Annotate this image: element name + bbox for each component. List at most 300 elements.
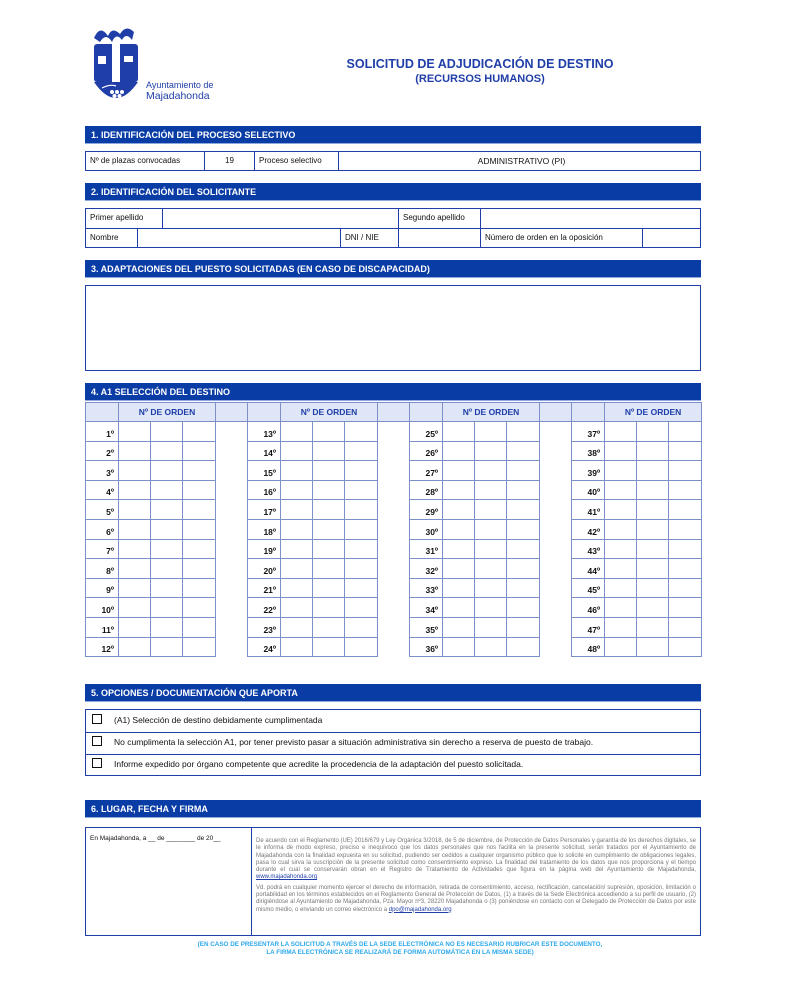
destino-input-cell[interactable] — [507, 461, 540, 481]
order-number: 43º — [572, 539, 605, 559]
destino-input-cell[interactable] — [669, 441, 702, 461]
place-date[interactable]: En Majadahonda, a __ de ________ de 20__ — [90, 835, 221, 842]
order-number: 44º — [572, 559, 605, 579]
table-row — [86, 500, 702, 520]
destino-input-cell[interactable] — [119, 598, 151, 618]
destino-input-cell[interactable] — [443, 441, 475, 461]
order-number: 42º — [572, 519, 605, 539]
proceso-value[interactable]: ADMINISTRATIVO (PI) — [477, 156, 566, 166]
order-number: 45º — [572, 578, 605, 598]
nro-orden-header: Nº DE ORDEN — [281, 403, 378, 422]
order-number: 8º — [86, 559, 119, 579]
column-gap — [540, 559, 572, 579]
order-number: 21º — [248, 578, 281, 598]
primer-apellido-input[interactable] — [163, 209, 399, 228]
destino-input-cell[interactable] — [183, 519, 216, 539]
column-gap — [216, 539, 248, 559]
order-number: 22º — [248, 598, 281, 618]
destino-input-cell[interactable] — [151, 519, 183, 539]
column-gap — [378, 500, 410, 520]
destino-input-cell[interactable] — [345, 500, 378, 520]
column-gap — [540, 500, 572, 520]
column-gap — [378, 617, 410, 637]
destino-input-cell[interactable] — [183, 539, 216, 559]
column-gap — [540, 578, 572, 598]
option-1[interactable] — [92, 714, 322, 725]
column-gap — [216, 519, 248, 539]
legal-p2: Vd. podrá en cualquier momento ejercer el derecho de información, retirada de consentimiento, acceso, rectificación, cancelación/ supresión, oposición, limitación o portabilidad en los términos establecidos en el Reglamento General de Protección de Datos, (1) a través de la Sede Electrónica accediendo a su perfil de usuario, (2) dirigiéndose al Ayuntamiento de Majadahonda, Pza. Mayor nº3, 28220 Majadahonda o (3) poniéndose en contacto con el Delegado de Protección de Datos por este mismo medio, o enviando un correo electrónico a — [256, 884, 696, 913]
destino-input-cell[interactable] — [605, 480, 637, 500]
option-3-label: Informe expedido por órgano competente que acredite la procedencia de la adaptación del puesto solicitada. — [114, 759, 524, 769]
destino-input-cell[interactable] — [475, 598, 507, 618]
order-number: 4º — [86, 480, 119, 500]
destino-input-cell[interactable] — [281, 519, 313, 539]
destino-input-cell[interactable] — [183, 500, 216, 520]
header-blank — [572, 403, 605, 422]
order-number: 33º — [410, 578, 443, 598]
destino-input-cell[interactable] — [443, 500, 475, 520]
destino-input-cell[interactable] — [119, 441, 151, 461]
majadahonda-logo — [90, 22, 142, 114]
order-number: 27º — [410, 461, 443, 481]
order-number: 35º — [410, 617, 443, 637]
order-number: 17º — [248, 500, 281, 520]
destino-input-cell[interactable] — [183, 637, 216, 657]
destino-input-cell[interactable] — [637, 578, 669, 598]
org-name — [146, 80, 213, 102]
dni-input[interactable] — [399, 229, 481, 248]
destino-input-cell[interactable] — [345, 637, 378, 657]
column-gap — [540, 637, 572, 657]
option-3[interactable] — [92, 758, 523, 769]
order-number: 25º — [410, 422, 443, 442]
destino-input-cell[interactable] — [475, 559, 507, 579]
table-row — [86, 519, 702, 539]
orden-label: Número de orden en la oposición — [481, 229, 643, 248]
destino-input-cell[interactable] — [151, 539, 183, 559]
destino-input-cell[interactable] — [313, 559, 345, 579]
destino-input-cell[interactable] — [475, 461, 507, 481]
column-gap — [216, 500, 248, 520]
destino-input-cell[interactable] — [313, 461, 345, 481]
section4-header: 4. A1 SELECCIÓN DEL DESTINO — [85, 383, 701, 401]
order-number: 36º — [410, 637, 443, 657]
primer-apellido-label: Primer apellido — [86, 209, 163, 228]
column-gap — [378, 519, 410, 539]
destino-input-cell[interactable] — [475, 539, 507, 559]
destino-input-cell[interactable] — [151, 461, 183, 481]
destino-input-cell[interactable] — [637, 617, 669, 637]
column-gap — [216, 578, 248, 598]
column-gap — [378, 559, 410, 579]
destino-input-cell[interactable] — [281, 422, 313, 442]
column-gap — [540, 617, 572, 637]
destino-input-cell[interactable] — [119, 422, 151, 442]
destino-input-cell[interactable] — [605, 441, 637, 461]
destino-input-cell[interactable] — [605, 598, 637, 618]
column-gap — [540, 519, 572, 539]
destino-input-cell[interactable] — [443, 461, 475, 481]
destino-input-cell[interactable] — [605, 539, 637, 559]
section3-header: 3. ADAPTACIONES DEL PUESTO SOLICITADAS (EN CASO DE DISCAPACIDAD) — [85, 260, 701, 278]
header-gap — [378, 403, 410, 422]
legal-text — [256, 838, 696, 914]
nombre-label: Nombre — [86, 229, 138, 248]
destino-input-cell[interactable] — [475, 637, 507, 657]
order-number: 46º — [572, 598, 605, 618]
order-number: 47º — [572, 617, 605, 637]
destino-input-cell[interactable] — [345, 578, 378, 598]
destino-input-cell[interactable] — [475, 441, 507, 461]
order-number: 1º — [86, 422, 119, 442]
header-gap — [540, 403, 572, 422]
destino-input-cell[interactable] — [281, 480, 313, 500]
destino-input-cell[interactable] — [151, 480, 183, 500]
section6-header: 6. LUGAR, FECHA Y FIRMA — [85, 800, 701, 818]
destino-input-cell[interactable] — [669, 598, 702, 618]
destino-input-cell[interactable] — [637, 519, 669, 539]
order-number: 41º — [572, 500, 605, 520]
destino-input-cell[interactable] — [183, 461, 216, 481]
destino-input-cell[interactable] — [443, 539, 475, 559]
destino-input-cell[interactable] — [281, 598, 313, 618]
destino-input-cell[interactable] — [313, 422, 345, 442]
checkbox-3[interactable] — [92, 758, 102, 768]
destino-input-cell[interactable] — [669, 461, 702, 481]
table-row — [86, 637, 702, 657]
destino-input-cell[interactable] — [637, 539, 669, 559]
destino-input-cell[interactable] — [637, 500, 669, 520]
destino-input-cell[interactable] — [119, 617, 151, 637]
footer-line2: LA FIRMA ELECTRÓNICA SE REALIZARÁ DE FORMA AUTOMÁTICA EN LA MISMA SEDE) — [266, 949, 534, 956]
order-number: 30º — [410, 519, 443, 539]
title: SOLICITUD DE ADJUDICACIÓN DE DESTINO — [346, 57, 614, 71]
order-number: 19º — [248, 539, 281, 559]
order-number: 29º — [410, 500, 443, 520]
destino-input-cell[interactable] — [605, 461, 637, 481]
dpo-email-link[interactable]: dpo@majadahonda.org — [388, 906, 452, 913]
option-1-label: (A1) Selección de destino debidamente cumplimentada — [114, 715, 323, 725]
column-gap — [378, 422, 410, 442]
destino-input-cell[interactable] — [507, 539, 540, 559]
destino-input-cell[interactable] — [313, 539, 345, 559]
order-number: 18º — [248, 519, 281, 539]
destino-input-cell[interactable] — [281, 559, 313, 579]
destino-input-cell[interactable] — [637, 637, 669, 657]
destino-input-cell[interactable] — [183, 480, 216, 500]
column-gap — [540, 598, 572, 618]
destino-input-cell[interactable] — [605, 559, 637, 579]
destino-input-cell[interactable] — [507, 617, 540, 637]
destino-input-cell[interactable] — [669, 578, 702, 598]
column-gap — [216, 598, 248, 618]
destino-input-cell[interactable] — [443, 519, 475, 539]
subtitle: (RECURSOS HUMANOS) — [415, 73, 545, 85]
destino-input-cell[interactable] — [443, 578, 475, 598]
destino-input-cell[interactable] — [443, 637, 475, 657]
column-gap — [540, 480, 572, 500]
destino-input-cell[interactable] — [281, 578, 313, 598]
destino-input-cell[interactable] — [345, 441, 378, 461]
dni-label: DNI / NIE — [341, 229, 399, 248]
order-number: 26º — [410, 441, 443, 461]
order-number: 5º — [86, 500, 119, 520]
website-link[interactable]: www.majadahonda.org — [256, 874, 318, 881]
destino-input-cell[interactable] — [345, 617, 378, 637]
table-row — [86, 598, 702, 618]
nro-orden-header: Nº DE ORDEN — [443, 403, 540, 422]
order-number: 2º — [86, 441, 119, 461]
footer-note — [140, 941, 660, 957]
order-number: 13º — [248, 422, 281, 442]
destino-input-cell[interactable] — [151, 578, 183, 598]
order-number: 3º — [86, 461, 119, 481]
table-row — [86, 441, 702, 461]
nro-orden-header: Nº DE ORDEN — [605, 403, 702, 422]
destino-input-cell[interactable] — [281, 617, 313, 637]
destino-input-cell[interactable] — [151, 422, 183, 442]
column-gap — [378, 461, 410, 481]
destino-input-cell[interactable] — [151, 598, 183, 618]
destino-input-cell[interactable] — [507, 480, 540, 500]
order-number: 15º — [248, 461, 281, 481]
destino-input-cell[interactable] — [669, 559, 702, 579]
destino-input-cell[interactable] — [605, 637, 637, 657]
destino-input-cell[interactable] — [507, 598, 540, 618]
destino-input-cell[interactable] — [183, 422, 216, 442]
destino-input-cell[interactable] — [507, 422, 540, 442]
destino-input-cell[interactable] — [313, 598, 345, 618]
destino-input-cell[interactable] — [475, 500, 507, 520]
section5-header: 5. OPCIONES / DOCUMENTACIÓN QUE APORTA — [85, 684, 701, 702]
destino-input-cell[interactable] — [669, 480, 702, 500]
destino-input-cell[interactable] — [281, 539, 313, 559]
destino-input-cell[interactable] — [313, 637, 345, 657]
org-line1: Ayuntamiento de — [146, 80, 214, 90]
destino-input-cell[interactable] — [313, 578, 345, 598]
destino-input-cell[interactable] — [151, 441, 183, 461]
destino-input-cell[interactable] — [507, 441, 540, 461]
destino-input-cell[interactable] — [637, 461, 669, 481]
order-number: 20º — [248, 559, 281, 579]
column-gap — [216, 617, 248, 637]
proceso-label: Proceso selectivo — [255, 152, 339, 170]
destino-input-cell[interactable] — [151, 500, 183, 520]
footer-line1: (EN CASO DE PRESENTAR LA SOLICITUD A TRAVÉS DE LA SEDE ELECTRÓNICA NO ES NECESARIO RUBRICAR ESTE DOCUMENTO, — [197, 941, 603, 948]
destino-input-cell[interactable] — [345, 559, 378, 579]
order-number: 7º — [86, 539, 119, 559]
destino-input-cell[interactable] — [183, 559, 216, 579]
destino-input-cell[interactable] — [151, 617, 183, 637]
destino-input-cell[interactable] — [443, 422, 475, 442]
column-gap — [540, 461, 572, 481]
column-gap — [378, 441, 410, 461]
section2-header: 2. IDENTIFICACIÓN DEL SOLICITANTE — [85, 183, 701, 201]
nombre-input[interactable] — [138, 229, 341, 248]
destino-input-cell[interactable] — [507, 500, 540, 520]
destino-input-cell[interactable] — [119, 500, 151, 520]
destino-input-cell[interactable] — [475, 480, 507, 500]
checkbox-2[interactable] — [92, 736, 102, 746]
section1-table — [85, 151, 701, 171]
org-line2: Majadahonda — [146, 90, 210, 102]
checkbox-1[interactable] — [92, 714, 102, 724]
destino-input-cell[interactable] — [669, 519, 702, 539]
column-gap — [378, 598, 410, 618]
destino-table — [85, 402, 702, 657]
plazas-value[interactable]: 19 — [205, 152, 255, 170]
column-gap — [540, 441, 572, 461]
order-number: 9º — [86, 578, 119, 598]
orden-input[interactable] — [643, 229, 700, 248]
adaptaciones-textarea[interactable] — [85, 285, 701, 371]
order-number: 6º — [86, 519, 119, 539]
order-number: 14º — [248, 441, 281, 461]
destino-input-cell[interactable] — [281, 461, 313, 481]
destino-input-cell[interactable] — [443, 598, 475, 618]
destino-input-cell[interactable] — [313, 441, 345, 461]
page-title — [300, 57, 660, 87]
legal-p1: De acuerdo con el Reglamento (UE) 2016/679 y Ley Orgánica 3/2018, de 5 de diciembre, de Protección de Datos Personales y garantía de los derechos digitales, se le informa de modo expreso, preciso e inequívoco que los datos personales que nos facilita en la presente solicitud, serán tratados por el Ayuntamiento de Majadahonda con la finalidad expuesta en su solicitud, pudiendo ser cedidos a cualquier organismo público que lo solicite en cumplimiento de obligaciones legales, pasa lo cual sirva la suscripción de la presente solicitud como consentimiento expreso. La finalidad del tratamiento de los datos que nos proporciona y el tiempo durante el cual se conservarán obran en el Registro de Tratamiento de Actividades que figura en la página web del Ayuntamiento de Majadahonda, — [256, 838, 696, 874]
option-2[interactable] — [92, 736, 593, 747]
destino-input-cell[interactable] — [507, 519, 540, 539]
order-number: 31º — [410, 539, 443, 559]
order-number: 34º — [410, 598, 443, 618]
destino-input-cell[interactable] — [669, 617, 702, 637]
column-gap — [378, 637, 410, 657]
order-number: 11º — [86, 617, 119, 637]
destino-input-cell[interactable] — [281, 441, 313, 461]
destino-input-cell[interactable] — [345, 461, 378, 481]
destino-input-cell[interactable] — [345, 539, 378, 559]
destino-input-cell[interactable] — [183, 617, 216, 637]
header-gap — [216, 403, 248, 422]
nro-orden-header: Nº DE ORDEN — [119, 403, 216, 422]
destino-input-cell[interactable] — [637, 598, 669, 618]
order-number: 48º — [572, 637, 605, 657]
destino-input-cell[interactable] — [507, 559, 540, 579]
destino-input-cell[interactable] — [443, 480, 475, 500]
column-gap — [216, 461, 248, 481]
destino-input-cell[interactable] — [475, 422, 507, 442]
order-number: 39º — [572, 461, 605, 481]
header-blank — [86, 403, 119, 422]
destino-input-cell[interactable] — [119, 519, 151, 539]
destino-input-cell[interactable] — [507, 578, 540, 598]
destino-input-cell[interactable] — [637, 559, 669, 579]
destino-input-cell[interactable] — [183, 598, 216, 618]
plazas-label: Nº de plazas convocadas — [86, 152, 205, 170]
segundo-apellido-input[interactable] — [481, 209, 700, 228]
destino-input-cell[interactable] — [119, 559, 151, 579]
column-gap — [216, 422, 248, 442]
destino-input-cell[interactable] — [183, 441, 216, 461]
table-row — [86, 480, 702, 500]
header-blank — [248, 403, 281, 422]
column-gap — [540, 539, 572, 559]
destino-input-cell[interactable] — [345, 598, 378, 618]
destino-input-cell[interactable] — [605, 519, 637, 539]
destino-input-cell[interactable] — [669, 637, 702, 657]
destino-input-cell[interactable] — [151, 559, 183, 579]
destino-input-cell[interactable] — [443, 559, 475, 579]
table-row — [86, 578, 702, 598]
destino-input-cell[interactable] — [475, 578, 507, 598]
destino-input-cell[interactable] — [281, 637, 313, 657]
destino-input-cell[interactable] — [345, 480, 378, 500]
destino-input-cell[interactable] — [443, 617, 475, 637]
segundo-apellido-label: Segundo apellido — [399, 209, 481, 228]
table-row — [86, 461, 702, 481]
destino-input-cell[interactable] — [151, 637, 183, 657]
destino-input-cell[interactable] — [669, 539, 702, 559]
order-number: 28º — [410, 480, 443, 500]
destino-input-cell[interactable] — [475, 617, 507, 637]
destino-input-cell[interactable] — [183, 578, 216, 598]
destino-input-cell[interactable] — [345, 422, 378, 442]
column-gap — [540, 422, 572, 442]
destino-input-cell[interactable] — [605, 617, 637, 637]
destino-input-cell[interactable] — [475, 519, 507, 539]
column-gap — [378, 578, 410, 598]
column-gap — [216, 480, 248, 500]
column-gap — [216, 559, 248, 579]
column-gap — [378, 480, 410, 500]
order-number: 37º — [572, 422, 605, 442]
destino-input-cell[interactable] — [313, 480, 345, 500]
destino-input-cell[interactable] — [637, 480, 669, 500]
destino-input-cell[interactable] — [119, 461, 151, 481]
order-number: 38º — [572, 441, 605, 461]
order-number: 16º — [248, 480, 281, 500]
option-2-label: No cumplimenta la selección A1, por tener previsto pasar a situación administrativa sin derecho a reserva de puesto de trabajo. — [114, 737, 594, 747]
column-gap — [216, 441, 248, 461]
destino-input-cell[interactable] — [119, 637, 151, 657]
destino-input-cell[interactable] — [605, 578, 637, 598]
order-number: 12º — [86, 637, 119, 657]
destino-input-cell[interactable] — [669, 422, 702, 442]
destino-input-cell[interactable] — [637, 441, 669, 461]
section1-header: 1. IDENTIFICACIÓN DEL PROCESO SELECTIVO — [85, 126, 701, 144]
order-number: 10º — [86, 598, 119, 618]
destino-input-cell[interactable] — [119, 480, 151, 500]
destino-input-cell[interactable] — [119, 539, 151, 559]
destino-input-cell[interactable] — [313, 617, 345, 637]
destino-input-cell[interactable] — [605, 500, 637, 520]
destino-input-cell[interactable] — [507, 637, 540, 657]
column-gap — [378, 539, 410, 559]
order-number: 32º — [410, 559, 443, 579]
order-number: 23º — [248, 617, 281, 637]
destino-input-cell[interactable] — [313, 519, 345, 539]
destino-input-cell[interactable] — [669, 500, 702, 520]
order-number: 24º — [248, 637, 281, 657]
section2-table — [85, 208, 701, 248]
column-gap — [216, 637, 248, 657]
destino-input-cell[interactable] — [119, 578, 151, 598]
table-row — [86, 422, 702, 442]
destino-input-cell[interactable] — [637, 422, 669, 442]
destino-input-cell[interactable] — [313, 500, 345, 520]
order-number: 40º — [572, 480, 605, 500]
table-row — [86, 559, 702, 579]
table-row — [86, 617, 702, 637]
table-row — [86, 539, 702, 559]
destino-input-cell[interactable] — [281, 500, 313, 520]
header-blank — [410, 403, 443, 422]
destino-input-cell[interactable] — [605, 422, 637, 442]
destino-input-cell[interactable] — [345, 519, 378, 539]
